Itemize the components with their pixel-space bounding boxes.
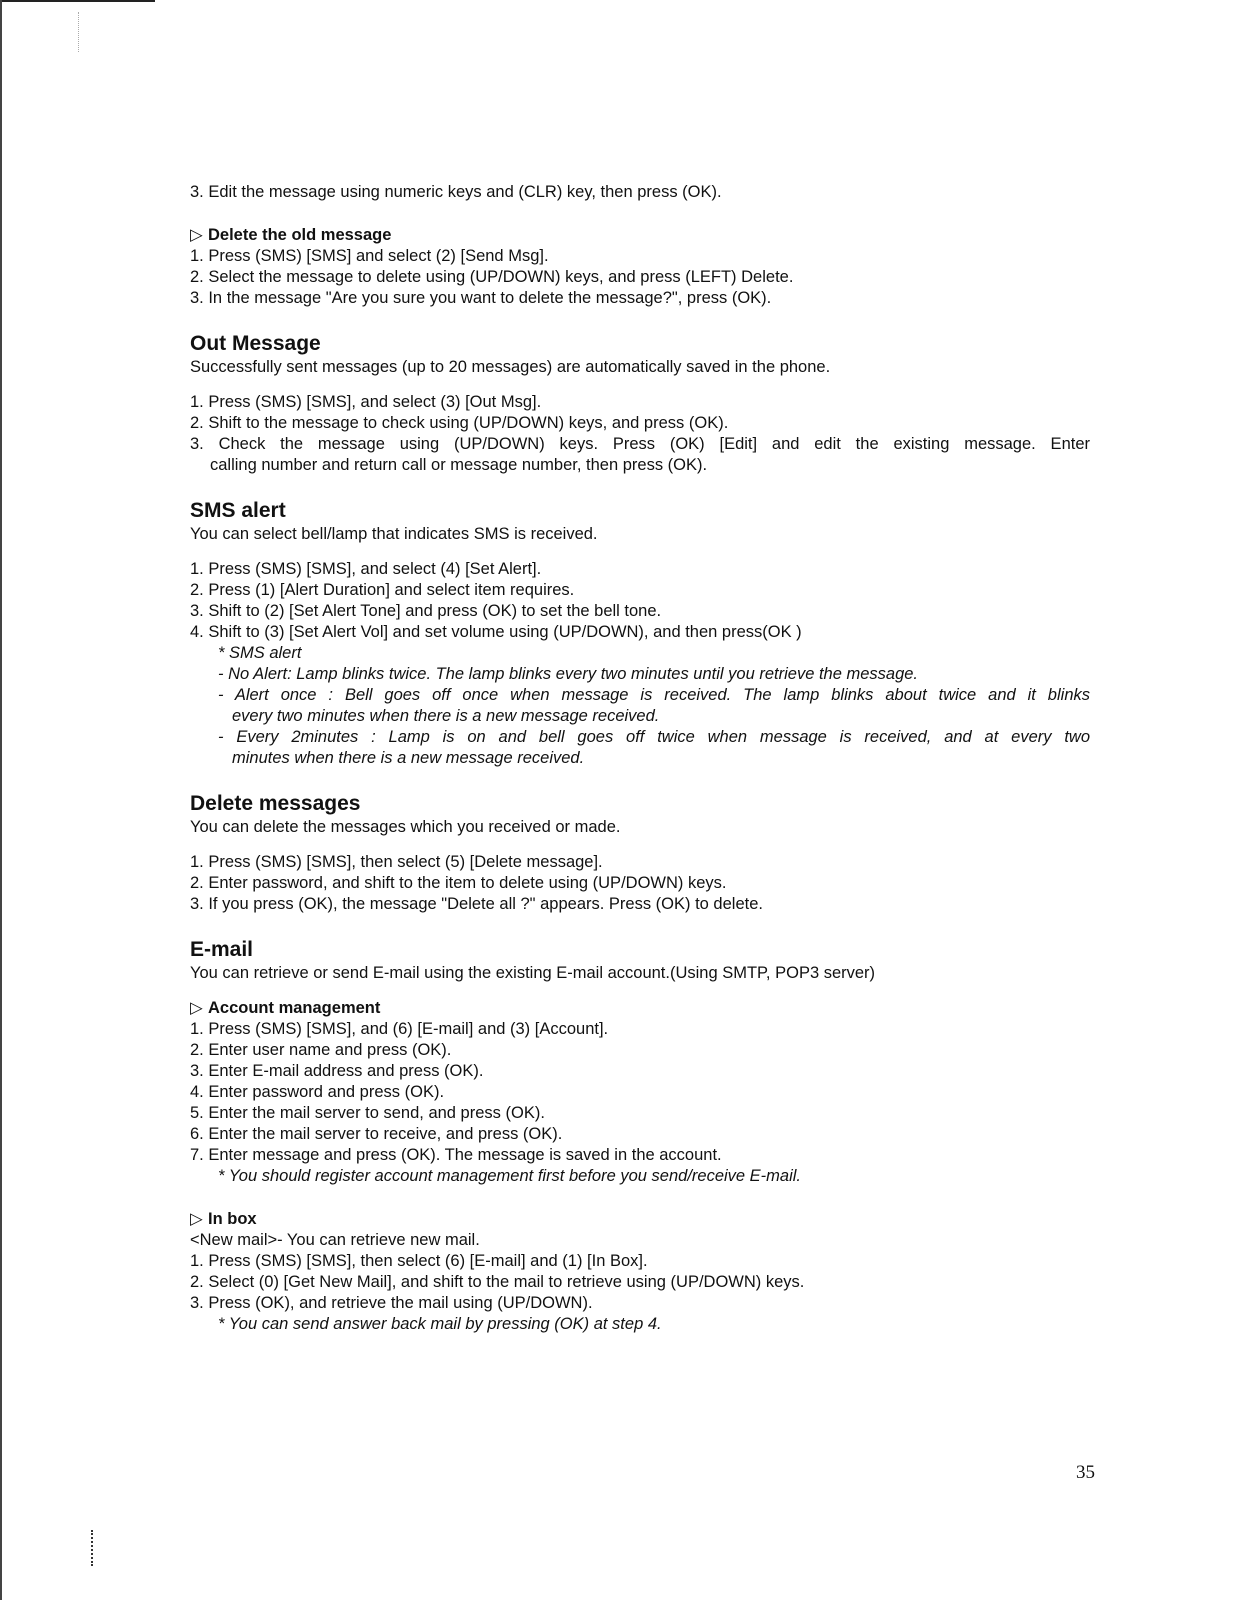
section-description: Successfully sent messages (up to 20 messages) are automatically saved in the phone. [190, 358, 831, 376]
step: 1. Press (SMS) [SMS], and (6) [E-mail] and (3) [Account]. [190, 1020, 609, 1038]
note-item-continuation: every two minutes when there is a new message received. [232, 707, 660, 725]
step: 3. Edit the message using numeric keys and (CLR) key, then press (OK). [190, 183, 722, 201]
scan-mark-bottom [91, 1530, 95, 1566]
step: 1. Press (SMS) [SMS], then select (5) [Delete message]. [190, 853, 603, 871]
step: 2. Select (0) [Get New Mail], and shift to the mail to retrieve using (UP/DOWN) keys. [190, 1273, 805, 1291]
triangle-icon: ▷ [190, 999, 203, 1017]
step: 2. Enter user name and press (OK). [190, 1041, 452, 1059]
scan-border-top [0, 0, 155, 2]
section-description: You can retrieve or send E-mail using the existing E-mail account.(Using SMTP, POP3 server) [190, 964, 876, 982]
subheading-delete-old [190, 225, 1090, 246]
page-number: 35 [1076, 1462, 1095, 1483]
section-heading-email: E-mail [190, 938, 254, 961]
section-description: You can delete the messages which you received or made. [190, 818, 621, 836]
step: 1. Press (SMS) [SMS], and select (3) [Out Msg]. [190, 393, 542, 411]
triangle-icon: ▷ [190, 226, 203, 244]
step: 1. Press (SMS) [SMS], and select (4) [Set Alert]. [190, 560, 542, 578]
subheading-label: Account management [208, 999, 381, 1017]
step: 2. Select the message to delete using (UP/DOWN) keys, and press (LEFT) Delete. [190, 268, 794, 286]
scan-mark [78, 12, 80, 52]
step: 4. Enter password and press (OK). [190, 1083, 445, 1101]
step: 5. Enter the mail server to send, and press (OK). [190, 1104, 545, 1122]
note-item-continuation: minutes when there is a new message received. [232, 749, 585, 767]
section-heading-sms-alert: SMS alert [190, 499, 286, 522]
subheading-label: Delete the old message [208, 226, 392, 244]
triangle-icon: ▷ [190, 1210, 203, 1228]
page-content [190, 182, 1090, 1335]
note-item: - No Alert: Lamp blinks twice. The lamp blinks every two minutes until you retrieve the message. [218, 665, 919, 683]
step: 3. Check the message using (UP/DOWN) keys. Press (OK) [Edit] and edit the existing message. Enter [190, 435, 1090, 453]
step: 3. In the message "Are you sure you want to delete the message?", press (OK). [190, 289, 772, 307]
step: 4. Shift to (3) [Set Alert Vol] and set volume using (UP/DOWN), and then press(OK ) [190, 623, 802, 641]
note-item: - Alert once : Bell goes off once when message is received. The lamp blinks about twice and it blinks [218, 686, 1090, 704]
subheading-in-box [190, 1209, 1090, 1230]
section-description: You can select bell/lamp that indicates SMS is received. [190, 525, 598, 543]
step: 7. Enter message and press (OK). The message is saved in the account. [190, 1146, 722, 1164]
step: 3. Press (OK), and retrieve the mail using (UP/DOWN). [190, 1294, 593, 1312]
step: 1. Press (SMS) [SMS] and select (2) [Send Msg]. [190, 247, 549, 265]
subheading-label: In box [208, 1210, 257, 1228]
subheading-account-management [190, 998, 1090, 1019]
section-heading-delete-messages: Delete messages [190, 792, 361, 815]
step: 1. Press (SMS) [SMS], then select (6) [E-mail] and (1) [In Box]. [190, 1252, 648, 1270]
note-item: * You can send answer back mail by pressing (OK) at step 4. [218, 1315, 662, 1333]
step: 3. Shift to (2) [Set Alert Tone] and press (OK) to set the bell tone. [190, 602, 662, 620]
note-item: * You should register account management first before you send/receive E-mail. [218, 1167, 802, 1185]
step-continuation: calling number and return call or message number, then press (OK). [210, 456, 708, 474]
note-heading: * SMS alert [218, 644, 302, 662]
step: 2. Shift to the message to check using (UP/DOWN) keys, and press (OK). [190, 414, 729, 432]
note-item: - Every 2minutes : Lamp is on and bell goes off twice when message is received, and at every two [218, 728, 1090, 746]
step: 2. Press (1) [Alert Duration] and select item requires. [190, 581, 575, 599]
step: 3. If you press (OK), the message "Delete all ?" appears. Press (OK) to delete. [190, 895, 763, 913]
scan-border-left [0, 0, 2, 1600]
step: 3. Enter E-mail address and press (OK). [190, 1062, 484, 1080]
section-heading-out-message: Out Message [190, 332, 321, 355]
step: 6. Enter the mail server to receive, and press (OK). [190, 1125, 563, 1143]
inbox-intro: <New mail>- You can retrieve new mail. [190, 1231, 480, 1249]
step: 2. Enter password, and shift to the item to delete using (UP/DOWN) keys. [190, 874, 727, 892]
